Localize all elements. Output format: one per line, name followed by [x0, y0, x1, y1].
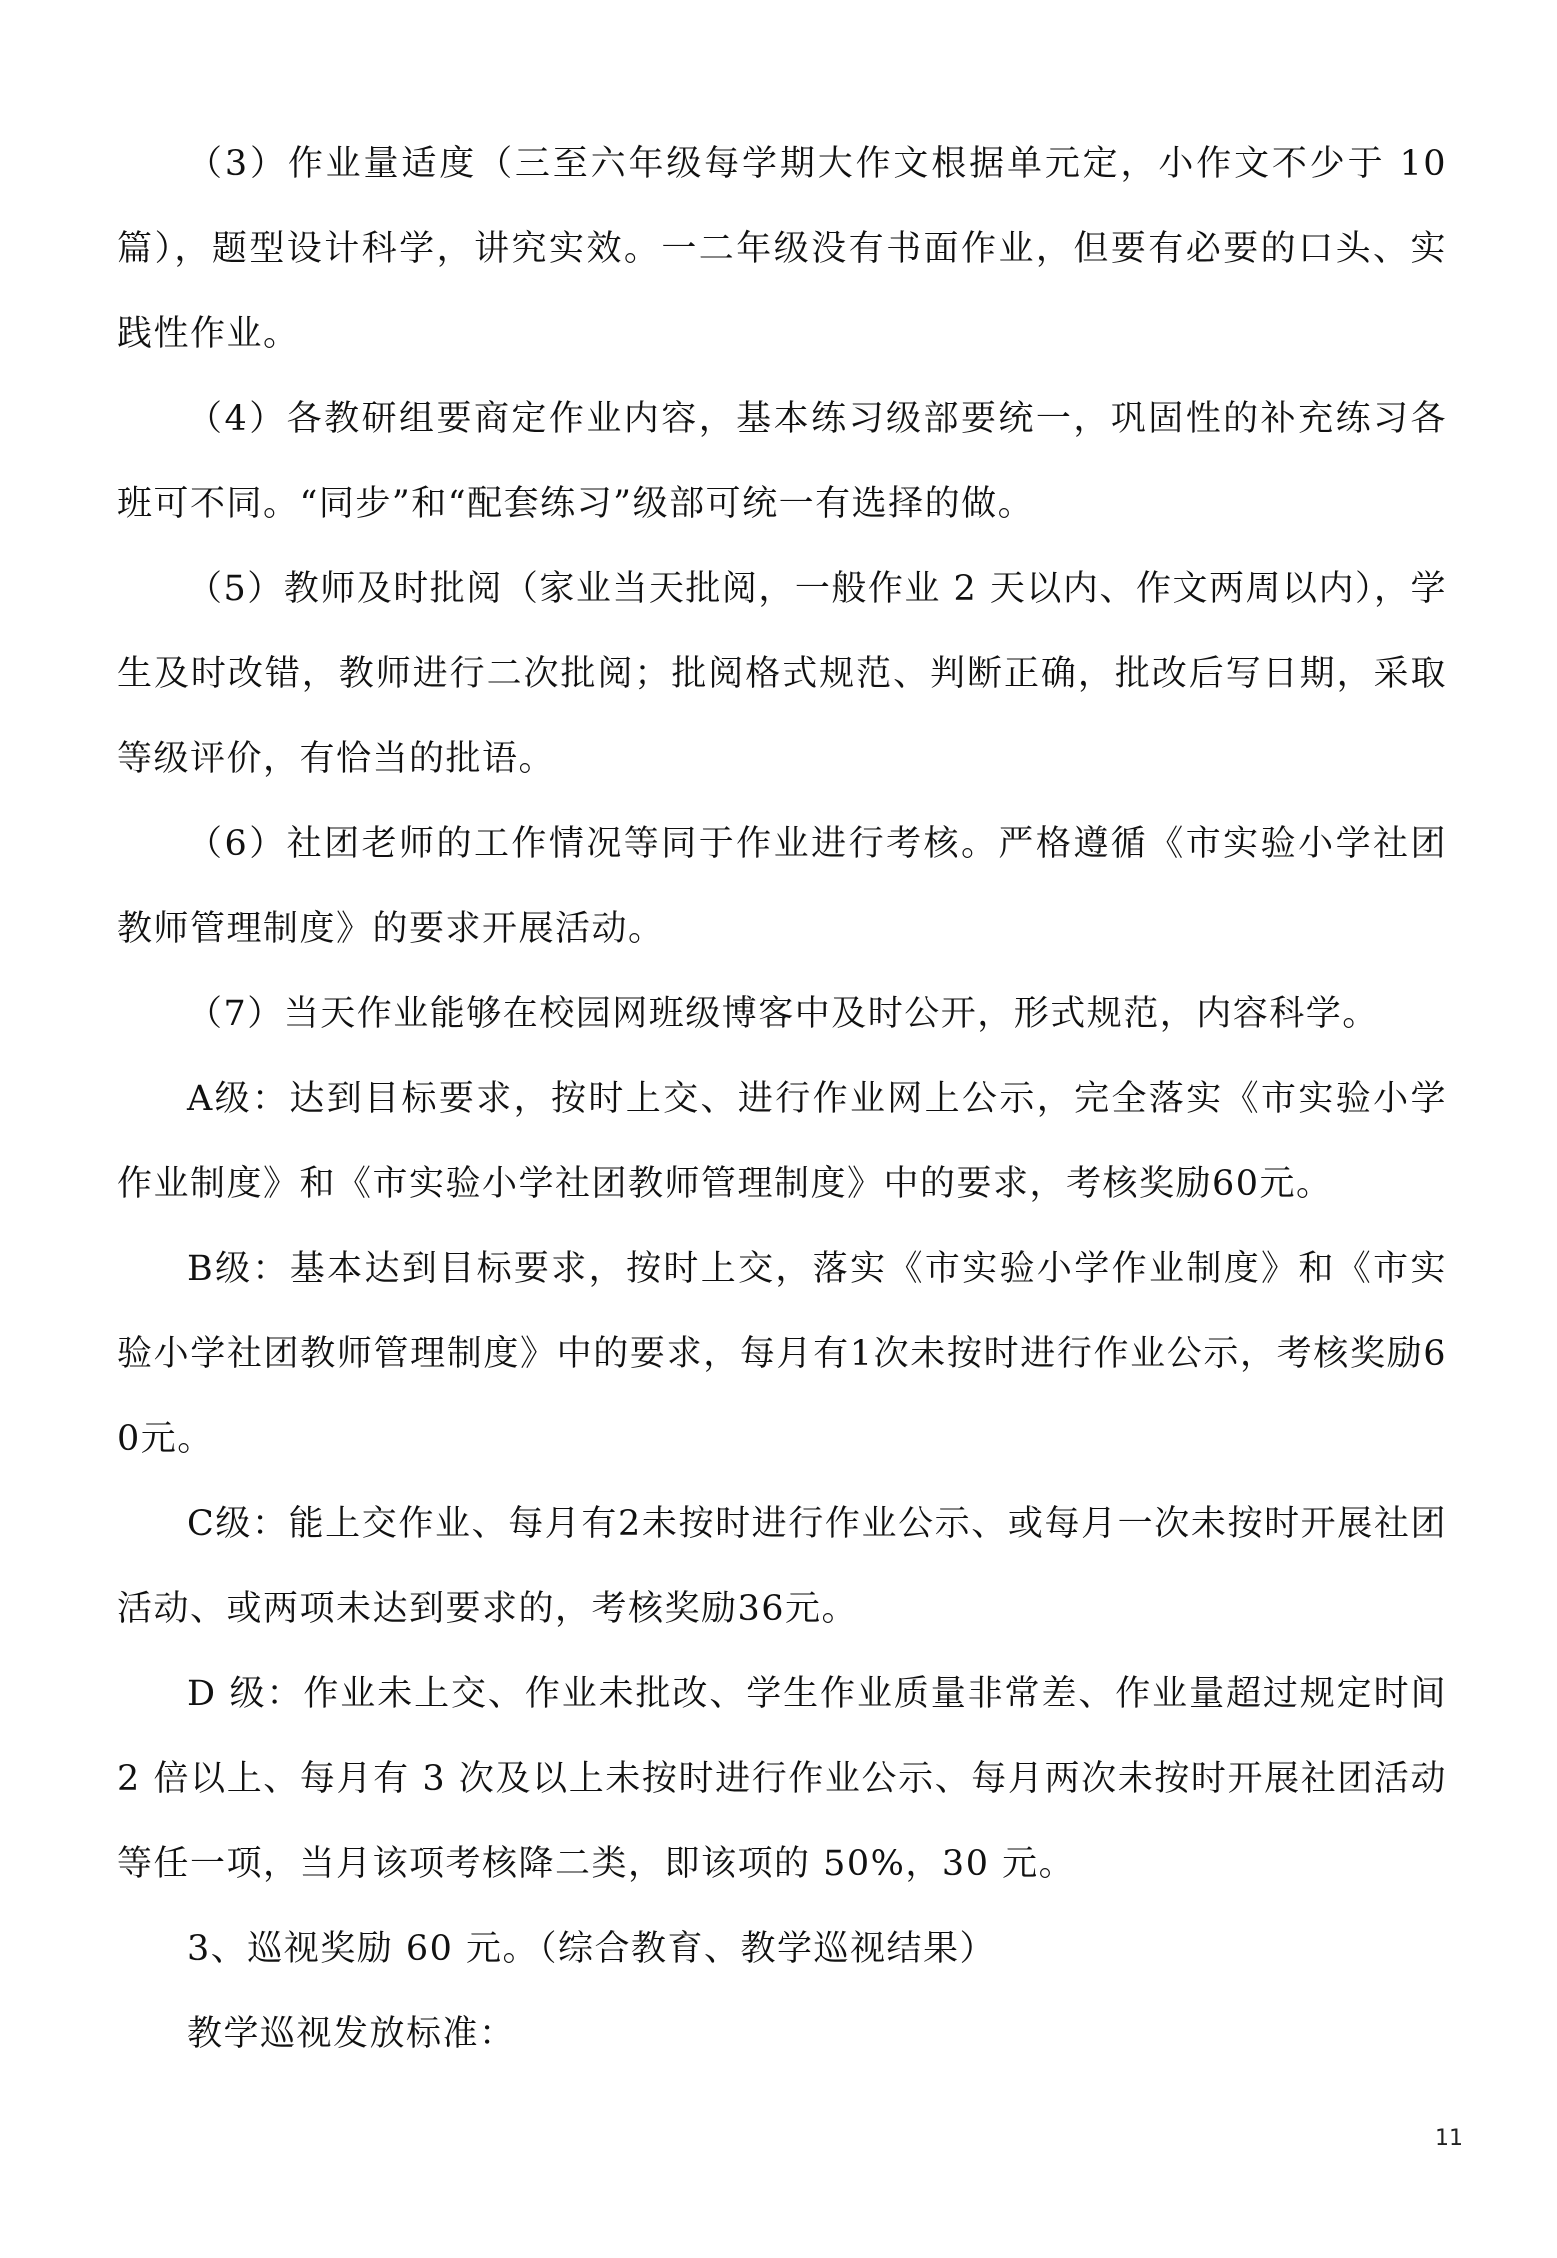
document-body	[117, 122, 1447, 2077]
paragraph-club-teachers: （6）社团老师的工作情况等同于作业进行考核。严格遵循《市实验小学社团教师管理制度》的要求开展活动。	[117, 824, 1447, 949]
paragraph-grade-d: D 级：作业未上交、作业未批改、学生作业质量非常差、作业量超过规定时间 2 倍以上、每月有 3 次及以上未按时进行作业公示、每月两次未按时开展社团活动等任一项，当月该项考核降二类，即该项的 50%，30 元。	[117, 1674, 1447, 1884]
paragraph-grade-b: B级：基本达到目标要求，按时上交，落实《市实验小学作业制度》和《市实验小学社团教师管理制度》中的要求，每月有1次未按时进行作业公示，考核奖励60元。	[117, 1249, 1447, 1459]
paragraph-homework-content: （4）各教研组要商定作业内容，基本练习级部要统一，巩固性的补充练习各班可不同。“同步”和“配套练习”级部可统一有选择的做。	[117, 399, 1447, 524]
paragraph-grade-a: A级：达到目标要求，按时上交、进行作业网上公示，完全落实《市实验小学作业制度》和《市实验小学社团教师管理制度》中的要求，考核奖励60元。	[117, 1079, 1447, 1204]
paragraph-grade-c: C级：能上交作业、每月有2未按时进行作业公示、或每月一次未按时开展社团活动、或两项未达到要求的，考核奖励36元。	[117, 1504, 1447, 1629]
page-number: 11	[1435, 2126, 1463, 2151]
paragraph-homework-publish: （7）当天作业能够在校园网班级博客中及时公开，形式规范，内容科学。	[187, 994, 1379, 1034]
paragraph-homework-amount: （3）作业量适度（三至六年级每学期大作文根据单元定，小作文不少于 10 篇），题型设计科学，讲究实效。一二年级没有书面作业，但要有必要的口头、实践性作业。	[117, 144, 1447, 354]
paragraph-inspection-reward: 3、巡视奖励 60 元。（综合教育、教学巡视结果）	[187, 1929, 997, 1969]
paragraph-homework-review: （5）教师及时批阅（家业当天批阅，一般作业 2 天以内、作文两周以内），学生及时改错，教师进行二次批阅；批阅格式规范、判断正确，批改后写日期，采取等级评价，有恰当的批语。	[117, 569, 1447, 779]
paragraph-inspection-standard: 教学巡视发放标准：	[187, 2014, 516, 2054]
